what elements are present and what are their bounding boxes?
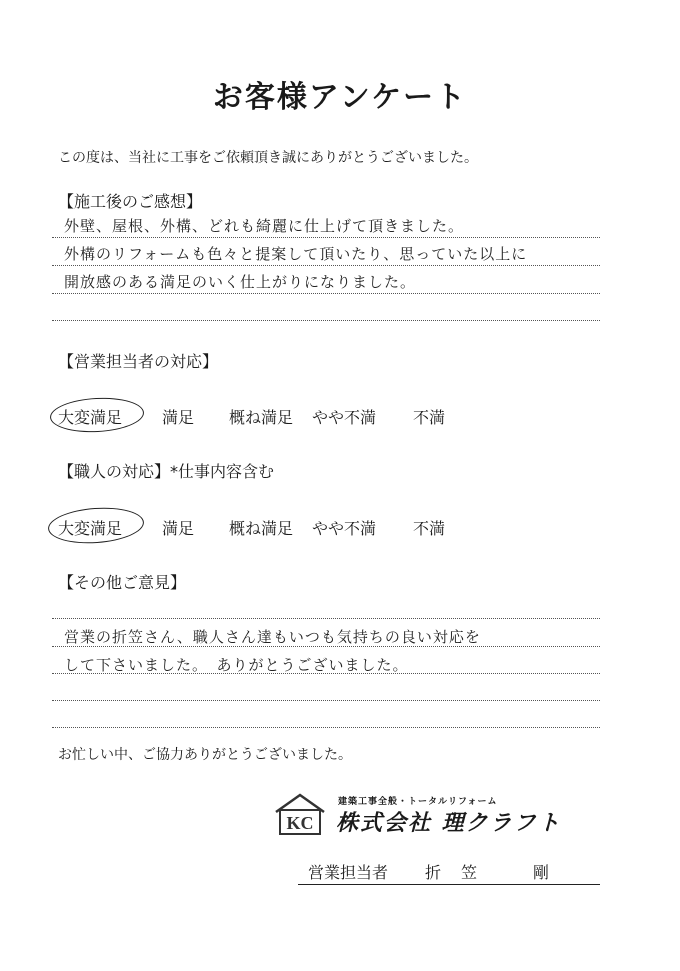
impression-line-2: 外構のリフォームも色々と提案して頂いたり、思っていた以上に	[64, 245, 528, 263]
sales-rep-name: 折笠 剛	[425, 863, 570, 882]
signature-underline	[298, 884, 600, 885]
other-line-2: して下さいました。 ありがとうございました。	[64, 656, 409, 674]
sales-option-very-satisfied[interactable]: 大変満足	[58, 408, 123, 427]
ruled-line	[52, 618, 600, 619]
sales-option-satisfied[interactable]: 満足	[162, 408, 195, 427]
other-line-1: 営業の折笠さん、職人さん達もいつも気持ちの良い対応を	[64, 628, 481, 646]
company-tagline: 建築工事全般・トータルリフォーム	[338, 797, 498, 807]
sales-option-dissatisfied[interactable]: 不満	[413, 408, 446, 427]
intro-text: この度は、当社に工事をご依頼頂き誠にありがとうございました。	[58, 150, 478, 166]
impression-line-1: 外壁、屋根、外構、どれも綺麗に仕上げて頂きました。	[64, 217, 465, 235]
craftsman-option-satisfied[interactable]: 満足	[162, 519, 195, 538]
craftsman-option-dissatisfied[interactable]: 不満	[413, 519, 446, 538]
closing-text: お忙しい中、ご協力ありがとうございました。	[58, 747, 352, 763]
ruled-line	[52, 237, 600, 238]
kc-house-logo-icon	[272, 792, 328, 836]
ruled-line	[52, 265, 600, 266]
section-craftsman-heading: 【職人の対応】*仕事内容含む	[58, 462, 275, 481]
selection-circle	[47, 505, 145, 547]
impression-line-3: 開放感のある満足のいく仕上がりになりました。	[64, 273, 417, 291]
craftsman-option-very-satisfied[interactable]: 大変満足	[58, 519, 123, 538]
ruled-line	[52, 320, 600, 321]
craftsman-option-mostly-satisfied[interactable]: 概ね満足	[229, 519, 294, 538]
page-title: お客様アンケート	[212, 80, 468, 115]
craftsman-option-somewhat-dissatisfied[interactable]: やや不満	[312, 519, 377, 538]
section-sales-heading: 【営業担当者の対応】	[58, 352, 219, 371]
ruled-line	[52, 700, 600, 701]
sales-option-mostly-satisfied[interactable]: 概ね満足	[229, 408, 294, 427]
company-logo	[272, 792, 592, 836]
section-impressions-heading: 【施工後のご感想】	[58, 192, 203, 211]
ruled-line	[52, 293, 600, 294]
logo-text: KC	[286, 813, 314, 833]
sales-rep-label: 営業担当者	[308, 863, 389, 882]
section-other-heading: 【その他ご意見】	[58, 573, 187, 592]
sales-option-somewhat-dissatisfied[interactable]: やや不満	[312, 408, 377, 427]
ruled-line	[52, 727, 600, 728]
selection-circle	[49, 396, 145, 435]
company-name: 株式会社 理クラフト	[336, 811, 562, 836]
